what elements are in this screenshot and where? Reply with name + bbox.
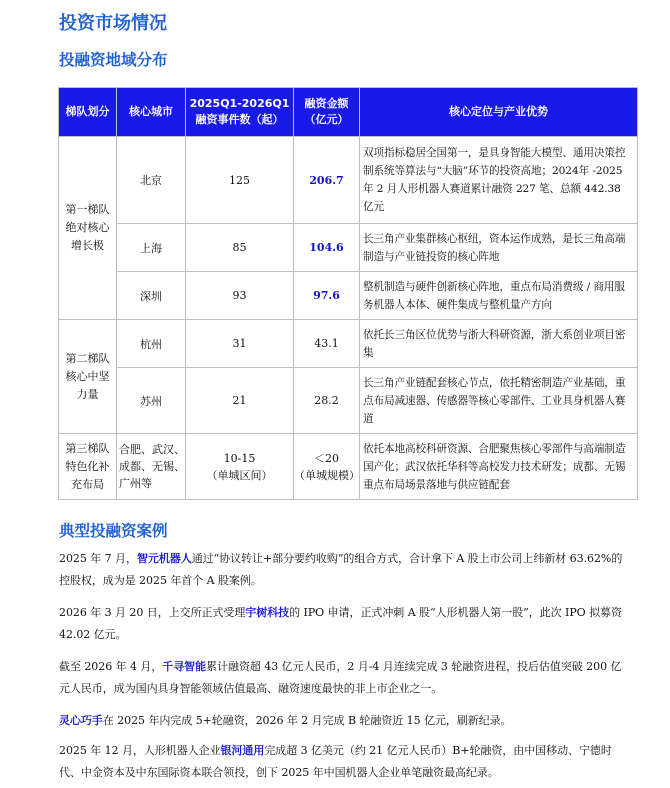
positioning-cell: 依托长三角区位优势与浙大科研资源，浙大系创业项目密集: [360, 320, 638, 368]
table-row: [59, 272, 638, 320]
tier-cell-2: [59, 320, 117, 434]
header-city: 核心城市: [117, 88, 186, 137]
case-text: 在 2025 年内完成 5+轮融资，2026 年 2 月完成 B 轮融资近 15 亿元，刷新纪录。: [102, 714, 512, 727]
case-text: 通过“协议转让+部分要约收购”的组合方式，合计拿下 A 股上市公司上纬新材 63.62%的控股权，成为是 2025 年首个 A 股案例。: [59, 552, 623, 587]
city-cell: [117, 434, 186, 500]
header-amount: [294, 88, 360, 137]
events-cell: 31: [186, 320, 294, 368]
tier-label: 特色化补: [65, 459, 110, 473]
case-paragraph: [59, 656, 631, 700]
positioning-cell: 整机制造与硬件创新核心阵地，重点布局消费级 / 商用服务机器人本体、硬件集成与整机量产方向: [360, 272, 638, 320]
section-heading-region: 投融资地域分布: [59, 51, 168, 69]
table-row: [59, 224, 638, 272]
header-events-line1: 2025Q1-2026Q1: [189, 97, 290, 110]
case-text: 的 IPO 申请，正式冲刺 A 股“人形机器人第一股”，此次 IPO 拟募资 42.02 亿元。: [59, 606, 622, 641]
city-cell: 苏州: [117, 368, 186, 434]
header-events-line2: 融资事件数（起）: [195, 113, 284, 126]
table-row: [59, 368, 638, 434]
amount-cell: [294, 434, 360, 500]
events-note: （单城区间）: [206, 468, 273, 482]
tier-cell-1: [59, 137, 117, 320]
amount-cell: 97.6: [294, 272, 360, 320]
company-link[interactable]: 银河通用: [220, 744, 265, 757]
tier-label: 第一梯队: [65, 203, 110, 216]
amount-cell: 28.2: [294, 368, 360, 434]
city-cell: 深圳: [117, 272, 186, 320]
table-row: [59, 320, 638, 368]
tier-label: 增长极: [71, 239, 104, 252]
case-paragraph: [59, 548, 631, 592]
tier-label: 力量: [76, 387, 99, 401]
table-row: [59, 434, 638, 500]
amount-cell: 104.6: [294, 224, 360, 272]
header-tier: 梯队划分: [59, 88, 117, 137]
company-link[interactable]: 智元机器人: [136, 552, 192, 565]
positioning-cell: 长三角产业链配套核心节点，依托精密制造产业基础，重点布局减速器、传感器等核心零部件、工业具身机器人赛道: [360, 368, 638, 434]
header-amount-line2: （亿元）: [304, 113, 349, 126]
events-cell: 125: [186, 137, 294, 224]
city-cell: 杭州: [117, 320, 186, 368]
city-line: 成都、无锡、: [119, 460, 185, 473]
positioning-cell: 双项指标稳居全国第一，是具身智能大模型、通用决策控制系统等算法与“大脑”环节的投资高地；2024年 -2025 年 2 月人形机器人赛道累计融资 227 笔、总额 442.38 亿元: [360, 137, 638, 224]
company-link[interactable]: 宇树科技: [245, 606, 290, 619]
city-line: 合肥、武汉、: [119, 443, 185, 456]
case-text: 累计融资超 43 亿元人民币，2 月-4 月连续完成 3 轮融资进程，投后估值突破 200 亿元人民币，成为国内具身智能领域估值最高、融资速度最快的非上市企业之一。: [59, 660, 622, 695]
case-paragraph: [59, 710, 631, 732]
events-cell: [186, 434, 294, 500]
header-amount-line1: 融资金额: [304, 97, 349, 110]
city-cell: 北京: [117, 137, 186, 224]
events-cell: 93: [186, 272, 294, 320]
tier-label: 绝对核心: [65, 221, 110, 234]
header-events: [186, 88, 294, 137]
tier-label: 核心中坚: [65, 369, 110, 383]
table-row: [59, 137, 638, 224]
table-header-row: [59, 88, 638, 137]
amount-note: （单城规模）: [294, 468, 360, 482]
company-link[interactable]: 灵心巧手: [59, 714, 103, 727]
tier-cell-3: [59, 434, 117, 500]
case-text: 2025 年 7 月，: [59, 552, 137, 565]
header-positioning: 核心定位与产业优势: [360, 88, 638, 137]
amount-cell: 206.7: [294, 137, 360, 224]
positioning-cell: 依托本地高校科研资源、合肥聚焦核心零部件与高端制造国产化；武汉依托华科等高校发力技术研发；成都、无锡重点布局场景落地与供应链配套: [360, 434, 638, 500]
events-cell: 21: [186, 368, 294, 434]
case-text: 2025 年 12 月，人形机器人企业: [59, 744, 221, 757]
page-title: 投资市场情况: [59, 13, 167, 34]
case-text: 2026 年 3 月 20 日，上交所正式受理: [59, 606, 246, 619]
city-cell: 上海: [117, 224, 186, 272]
section-heading-cases: 典型投融资案例: [59, 522, 168, 540]
case-paragraph: [59, 740, 631, 784]
case-text: 完成超 3 亿美元（约 21 亿元人民币）B+轮融资，由中国移动、宁德时代、中金资本及中东国际资本联合领投，创下 2025 年中国机器人企业单笔融资最高纪录。: [59, 744, 612, 779]
city-line: 广州等: [119, 477, 152, 490]
case-text: 截至 2026 年 4 月，: [59, 660, 163, 673]
case-paragraph: [59, 602, 631, 646]
tier-label: 充布局: [71, 477, 104, 491]
positioning-cell: 长三角产业集群核心枢纽，资本运作成熟，是长三角高端制造与产业链投资的核心阵地: [360, 224, 638, 272]
events-cell: 85: [186, 224, 294, 272]
events-range: 10-15: [223, 451, 256, 465]
amount-cell: 43.1: [294, 320, 360, 368]
amount-range: ＜20: [314, 451, 339, 465]
tier-label: 第二梯队: [65, 351, 110, 365]
investment-region-table: [58, 87, 638, 500]
tier-label: 第三梯队: [65, 441, 110, 455]
company-link[interactable]: 千寻智能: [162, 660, 207, 673]
